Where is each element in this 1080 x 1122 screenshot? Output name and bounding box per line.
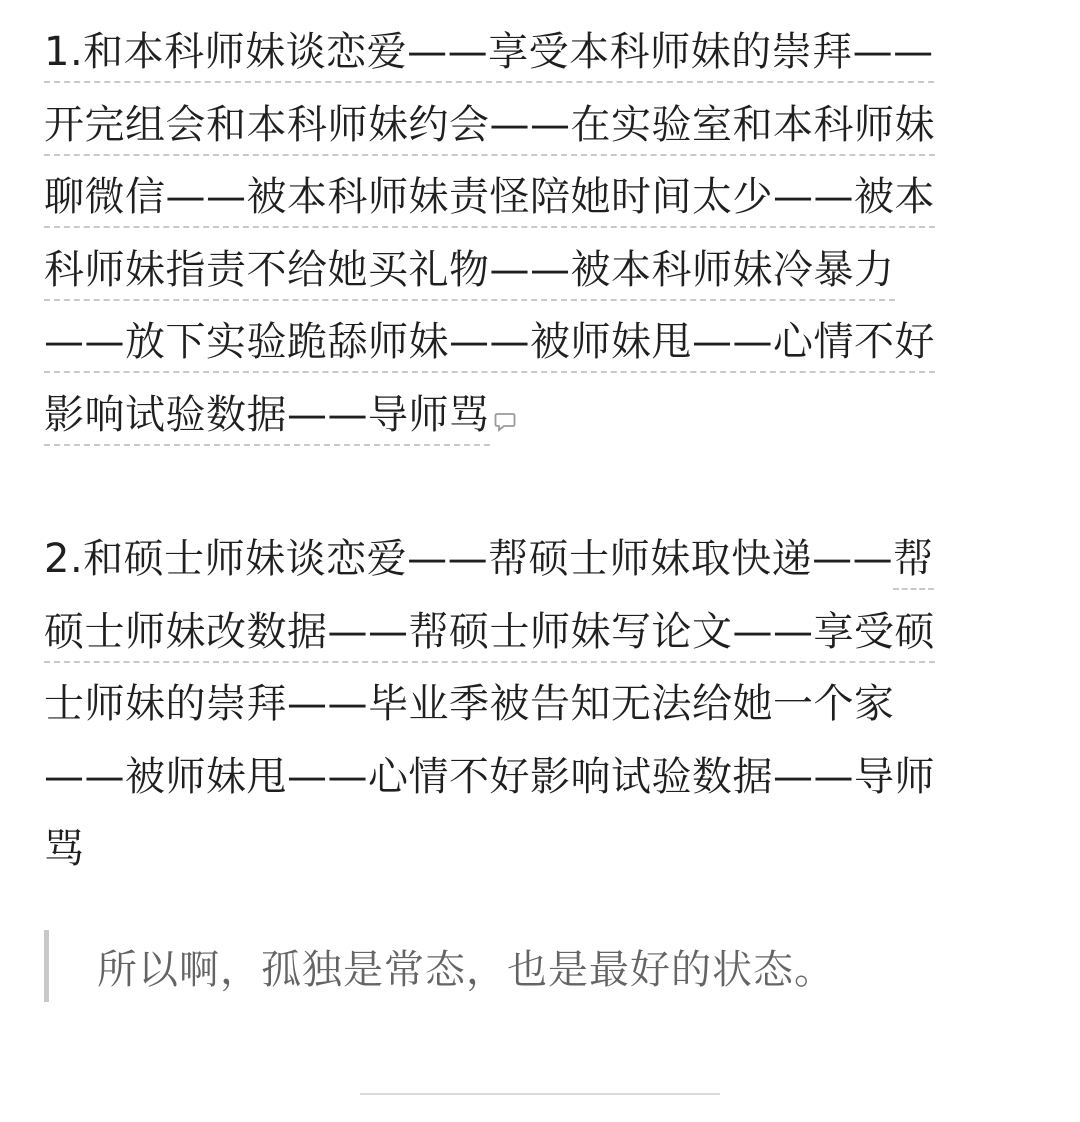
- paragraph-2: [44, 523, 1036, 886]
- article-body: [44, 16, 1036, 886]
- paragraph-1: [44, 16, 1036, 451]
- paragraph-2-line-1: 2.和硕士师妹谈恋爱——帮硕士师妹取快递——: [44, 536, 894, 582]
- paragraph-1-line-4[interactable]: 科师妹指责不给她买礼物——被本科师妹冷暴力: [44, 247, 895, 301]
- paragraph-2-line-5: 骂: [44, 826, 85, 872]
- paragraph-1-line-5[interactable]: ——放下实验跪舔师妹——被师妹甩——心情不好: [44, 319, 935, 373]
- paragraph-1-line-2[interactable]: 开完组会和本科师妹约会——在实验室和本科师妹: [44, 102, 935, 156]
- paragraph-2-line-2[interactable]: 硕士师妹改数据——帮硕士师妹写论文——享受硕: [44, 609, 935, 663]
- paragraph-2-line-4: ——被师妹甩——心情不好影响试验数据——导师: [44, 753, 935, 800]
- paragraph-2-line-3: 士师妹的崇拜——毕业季被告知无法给她一个家: [44, 681, 895, 727]
- end-divider: [360, 1093, 720, 1095]
- blockquote: [44, 930, 997, 1002]
- paragraph-2-line-1-tail[interactable]: 帮: [893, 536, 934, 590]
- paragraph-1-line-1[interactable]: 1.和本科师妹谈恋爱——享受本科师妹的崇拜——: [44, 29, 934, 83]
- paragraph-1-line-3[interactable]: 聊微信——被本科师妹责怪陪她时间太少——被本: [44, 174, 935, 228]
- comment-bubble-icon[interactable]: [494, 383, 516, 405]
- blockquote-text: 所以啊，孤独是常态，也是最好的状态。: [97, 946, 835, 993]
- paragraph-1-line-6[interactable]: 影响试验数据——导师骂: [44, 392, 490, 446]
